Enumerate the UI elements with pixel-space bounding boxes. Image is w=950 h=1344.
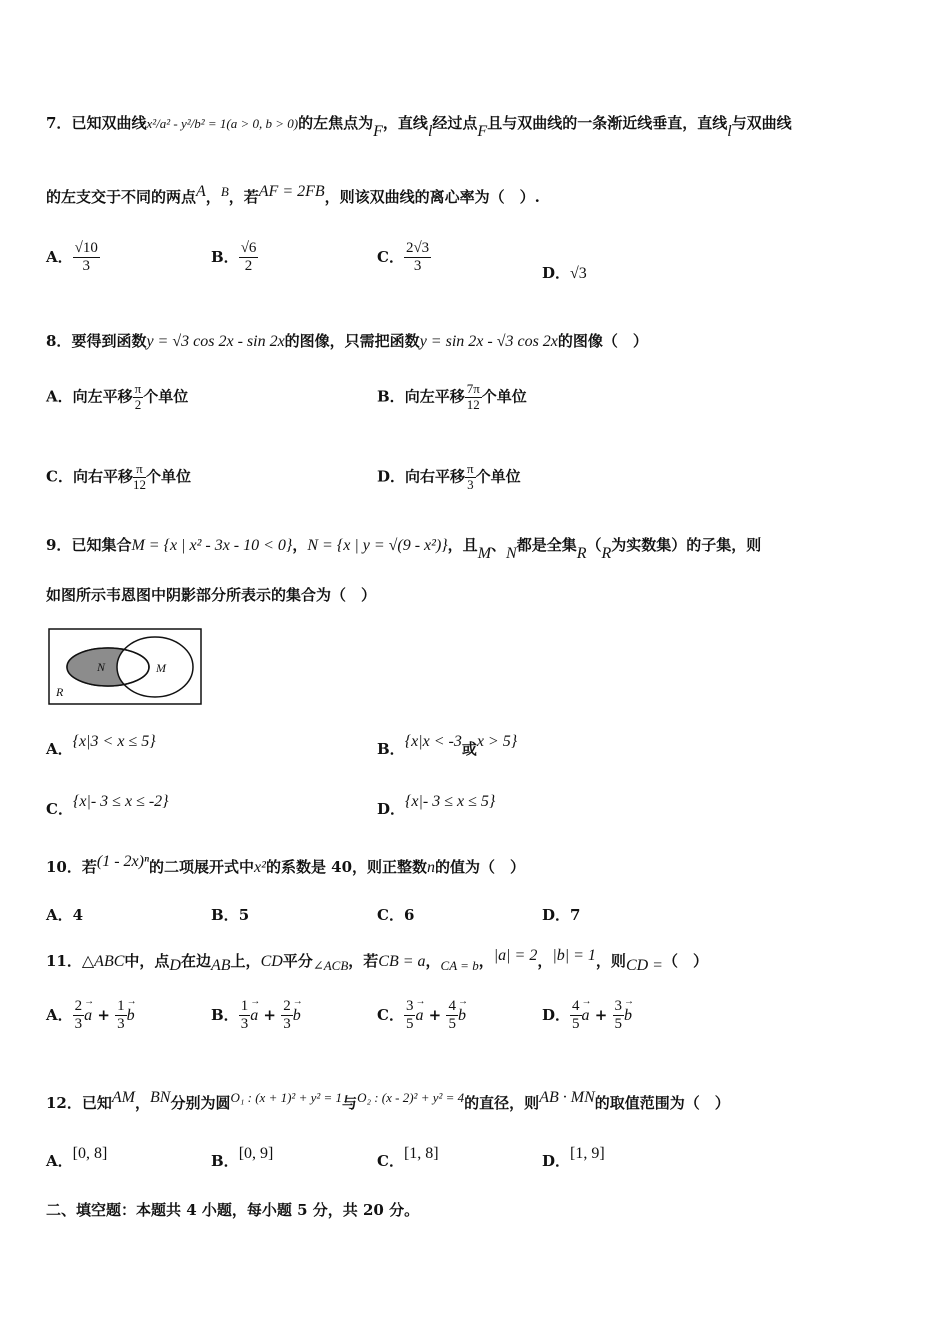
q11-stem: 11．△ABC中，点D在边AB上，CD平分∠ACB，若CB = a，CA = b，|a| = 2，|b| = 1，则CD =（ ） [46,947,708,974]
q10-option-d[interactable]: D．7 [542,906,581,924]
q11-option-d[interactable]: D． $\frac{4}{5}$ → a + $\frac{3}{5}$ → b [542,998,632,1034]
q12-option-d[interactable]: D．[1, 9] [542,1145,605,1170]
q8-option-b[interactable]: B．向左平移 $\frac{7\pi}{12}$ 个单位 [377,381,527,412]
q7-option-b[interactable]: B． $\frac{√6}{2}$ [211,240,257,275]
q12-option-a[interactable]: A．[0, 8] [46,1145,108,1170]
q11-option-c[interactable]: C． $\frac{3}{5}$ → a + $\frac{4}{5}$ → b [377,998,466,1034]
q9-line2: 如图所示韦恩图中阴影部分所表示的集合为（ ） [46,586,377,604]
q11-option-a[interactable]: A． $\frac{2}{3}$ → a + $\frac{1}{3}$ → b [46,998,135,1034]
q8-option-c[interactable]: C．向右平移 $\frac{\pi}{12}$ 个单位 [46,461,191,492]
q9-option-c[interactable]: C．{x|- 3 ≤ x ≤ -2} [46,793,169,818]
circle-o1: O₁ : (x + 1)² + y² = 1 [230,1090,343,1105]
q10-stem: 10．若(1 - 2x)ⁿ的二项展开式中x²的系数是 40，则正整数n的值为（ ） [46,853,526,876]
q7-option-a[interactable]: A． $\frac{√10}{3}$ [46,240,98,275]
q8-option-a[interactable]: A．向左平移 $\frac{\pi}{2}$ 个单位 [46,381,189,412]
q12-stem: 12．已知AM，BN分别为圆O₁ : (x + 1)² + y² = 1与O₂ : (x - 2)² + y² = 4的直径，则AB · MN的取值范围为（ ） [46,1089,730,1112]
q10-option-a[interactable]: A．4 [46,906,84,924]
set-n: N = {x | y = √(9 - x²)} [307,537,448,554]
q10-option-b[interactable]: B．5 [211,906,250,924]
q9-option-a[interactable]: A．{x|3 < x ≤ 5} [46,733,156,758]
circle-o2: O₂ : (x - 2)² + y² = 4 [357,1090,465,1105]
hyperbola-equation: x²/a² - y²/b² = 1(a > 0, b > 0) [146,116,299,131]
q12-option-c[interactable]: C．[1, 8] [377,1145,439,1170]
q11-option-b[interactable]: B． $\frac{1}{3}$ → a + $\frac{2}{3}$ → b [211,998,301,1034]
set-m: M = {x | x² - 3x - 10 < 0} [131,537,293,554]
venn-diagram [48,628,204,706]
venn-label-m: M [156,661,166,675]
venn-label-r: R [56,685,64,699]
function-2: y = sin 2x - √3 cos 2x [419,333,558,350]
vector-relation: AF = 2FB [258,183,325,200]
q7-option-d[interactable]: D．√3 [542,264,587,282]
q9-line1: 9．已知集合M = {x | x² - 3x - 10 < 0}，N = {x | y = √(9 - x²)}，且M、N都是全集R（R为实数集）的子集，则 [46,536,762,562]
section-heading-fill-in: 二、填空题：本题共 4 小题，每小题 5 分，共 20 分。 [46,1201,420,1219]
venn-label-n: N [97,660,106,674]
binomial-expression: (1 - 2x)ⁿ [96,853,150,870]
q8-stem: 8．要得到函数y = √3 cos 2x - sin 2x的图像，只需把函数y = sin 2x - √3 cos 2x的图像（ ） [46,332,648,350]
q8-option-d[interactable]: D．向右平移 $\frac{\pi}{3}$ 个单位 [377,461,521,492]
q12-option-b[interactable]: B．[0, 9] [211,1145,274,1170]
q7-option-c[interactable]: C． $\frac{2√3}{3}$ [377,240,430,275]
q10-option-c[interactable]: C．6 [377,906,415,924]
function-1: y = √3 cos 2x - sin 2x [146,333,285,350]
q9-option-d[interactable]: D．{x|- 3 ≤ x ≤ 5} [377,793,496,818]
q9-option-b[interactable]: B．{x|x < -3或x > 5} [377,733,518,758]
q7-line2: 的左支交于不同的两点A，B，若AF = 2FB，则该双曲线的离心率为（ ）. [46,183,540,206]
q7-line1: 7．已知双曲线x²/a² - y²/b² = 1(a > 0, b > 0)的左焦点为F，直线l经过点F且与双曲线的一条渐近线垂直，直线l与双曲线 [46,114,792,140]
